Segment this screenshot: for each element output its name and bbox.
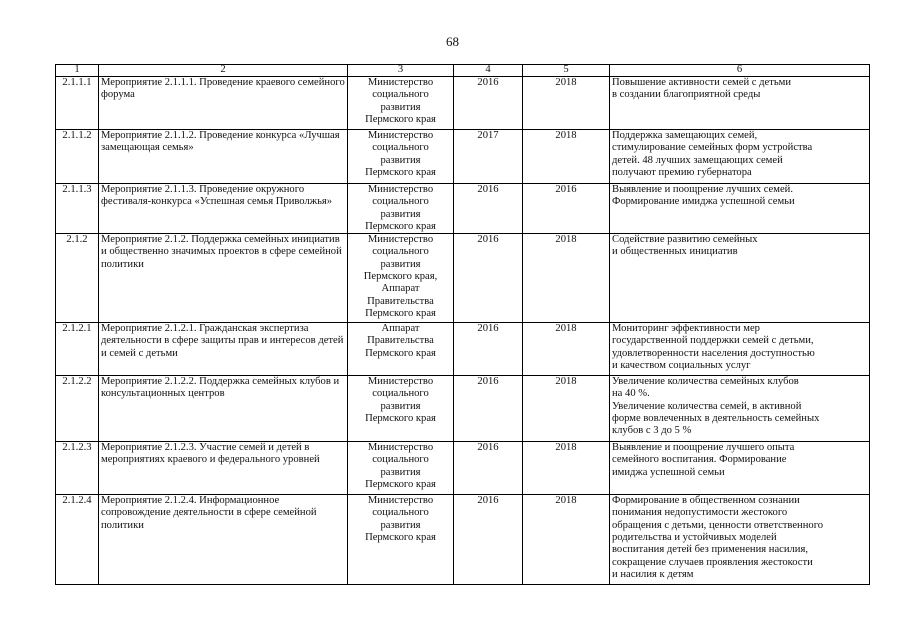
measure-name-cell: Мероприятие 2.1.2.4. Информационное сопровождение деятельности в сфере семейной политики [99,495,348,585]
end-year-cell: 2018 [523,442,610,495]
result-line: государственной поддержки семей с детьми, [612,335,814,347]
measure-number-cell: 2.1.2 [56,234,99,323]
result-line: и общественных инициатив [612,246,738,258]
executor-cell [348,130,454,184]
start-year-cell: 2017 [454,130,523,184]
end-year-cell: 2018 [523,234,610,323]
executor-line: Пермского края [365,479,436,491]
start-year-cell: 2016 [454,77,523,130]
measure-name-cell: Мероприятие 2.1.1.1. Проведение краевого семейного форума [99,77,348,130]
table-row [56,442,870,495]
measure-name-cell: Мероприятие 2.1.2.2. Поддержка семейных клубов и консультационных центров [99,376,348,442]
header-col-3: 3 [348,65,454,77]
result-line: Повышение активности семей с детьми [612,77,792,88]
executor-cell [348,184,454,234]
measure-number-cell: 2.1.2.2 [56,376,99,442]
header-col-2: 2 [99,65,348,77]
executor-line: развития [380,154,421,166]
expected-result-cell [610,130,870,184]
expected-result-cell [610,234,870,323]
measure-name-cell: Мероприятие 2.1.1.2. Проведение конкурса «Лучшая замещающая семья» [99,130,348,184]
executor-line: Министерство [367,184,434,195]
result-line: Поддержка замещающих семей, [612,130,758,141]
end-year-cell: 2018 [523,376,610,442]
measure-number-cell: 2.1.1.1 [56,77,99,130]
expected-result-cell [610,442,870,495]
header-col-1: 1 [56,65,99,77]
table-row [56,234,870,323]
result-line: семейного воспитания. Формирование [612,454,787,466]
result-line: на 40 %. [612,388,650,400]
result-line: Формирование в общественном сознании [612,495,800,507]
expected-result-cell [610,77,870,130]
executor-line: Министерство [367,495,434,507]
result-line: понимания недопустимости жестокого [612,507,788,519]
executor-line: социального [372,142,429,154]
result-line: обращения с детьми, ценности ответственного [612,519,824,531]
end-year-cell: 2018 [523,323,610,376]
result-line: воспитания детей без применения насилия, [612,544,809,556]
header-row [56,65,870,77]
measure-number-cell: 2.1.2.4 [56,495,99,585]
measure-name-cell: Мероприятие 2.1.2.1. Гражданская экспертиза деятельности в сфере защиты прав и интересов детей и семей с детьми [99,323,348,376]
executor-line: Правительства [367,335,434,347]
result-line: форме вовлеченных в деятельность семейных [612,413,820,425]
header-col-5: 5 [523,65,610,77]
table-row [56,376,870,442]
executor-line: социального [372,454,429,466]
measure-name-cell: Мероприятие 2.1.2. Поддержка семейных инициатив и общественно значимых проектов в сфере семейной политики [99,234,348,323]
result-line: стимулирование семейных форм устройства [612,142,813,154]
executor-cell [348,323,454,376]
expected-result-cell [610,184,870,234]
table-header [56,65,870,77]
executor-line: развития [380,258,421,270]
result-line: в создании благоприятной среды [612,89,761,101]
executor-cell [348,442,454,495]
measure-number-cell: 2.1.2.1 [56,323,99,376]
start-year-cell: 2016 [454,323,523,376]
start-year-cell: 2016 [454,376,523,442]
executor-line: Аппарат [381,323,420,335]
executor-line: развития [380,466,421,478]
measure-name-cell: Мероприятие 2.1.2.3. Участие семей и детей в мероприятиях краевого и федерального уровней [99,442,348,495]
result-line: клубов с 3 до 5 % [612,425,692,437]
start-year-cell: 2016 [454,184,523,234]
result-line: имиджа успешной семьи [612,466,725,478]
table-row [56,323,870,376]
executor-line: Пермского края [365,166,436,178]
result-line: Выявление и поощрение лучших семей. [612,184,793,195]
table-body [56,77,870,585]
executor-line: Министерство [367,77,434,88]
expected-result-cell [610,495,870,585]
result-line: удовлетворенности населения доступностью [612,347,815,359]
executor-line: социального [372,196,429,208]
measure-name-cell: Мероприятие 2.1.1.3. Проведение окружного фестиваля-конкурса «Успешная семья Приволжья» [99,184,348,234]
executor-line: Пермского края [365,220,436,232]
measure-number-cell: 2.1.1.3 [56,184,99,234]
result-line: Увеличение количества семейных клубов [612,376,799,388]
executor-line: Министерство [367,130,434,141]
result-line: Выявление и поощрение лучшего опыта [612,442,795,454]
executor-line: Министерство [367,442,434,454]
result-line: детей. 48 лучших замещающих семей [612,154,783,166]
executor-line: развития [380,400,421,412]
measure-number-cell: 2.1.2.3 [56,442,99,495]
result-line: получают премию губернатора [612,166,752,178]
executor-cell [348,234,454,323]
executor-line: развития [380,519,421,531]
end-year-cell: 2016 [523,184,610,234]
executor-line: Пермского края [365,532,436,544]
executor-line: Пермского края [365,307,436,319]
executor-line: Правительства [367,295,434,307]
executor-line: социального [372,507,429,519]
executor-line: Пермского края, [363,271,438,283]
measures-table [55,64,870,585]
executor-line: социального [372,246,429,258]
result-line: Увеличение количества семей, в активной [612,400,802,412]
result-line: Мониторинг эффективности мер [612,323,760,335]
executor-line: развития [380,208,421,220]
measure-number-cell: 2.1.1.2 [56,130,99,184]
result-line: сокращение случаев проявления жестокости [612,556,813,568]
start-year-cell: 2016 [454,234,523,323]
result-line: Формирование имиджа успешной семьи [612,196,795,208]
result-line: и качеством социальных услуг [612,360,751,372]
executor-line: Пермского края [365,347,436,359]
table-row [56,77,870,130]
result-line: родительства и устойчивых моделей [612,532,777,544]
executor-cell [348,77,454,130]
start-year-cell: 2016 [454,495,523,585]
end-year-cell: 2018 [523,495,610,585]
executor-line: социального [372,388,429,400]
table-row [56,495,870,585]
end-year-cell: 2018 [523,130,610,184]
expected-result-cell [610,323,870,376]
executor-line: Министерство [367,234,434,246]
end-year-cell: 2018 [523,77,610,130]
executor-line: Аппарат [381,283,420,295]
result-line: Содействие развитию семейных [612,234,758,246]
executor-line: Пермского края [365,413,436,425]
result-line: и насилия к детям [612,568,694,580]
page-number: 68 [446,34,459,49]
executor-cell [348,495,454,585]
header-col-4: 4 [454,65,523,77]
executor-line: развития [380,101,421,113]
executor-cell [348,376,454,442]
start-year-cell: 2016 [454,442,523,495]
executor-line: Пермского края [365,113,436,125]
expected-result-cell [610,376,870,442]
table-row [56,130,870,184]
executor-line: социального [372,89,429,101]
header-col-6: 6 [610,65,870,77]
executor-line: Министерство [367,376,434,388]
table-row [56,184,870,234]
